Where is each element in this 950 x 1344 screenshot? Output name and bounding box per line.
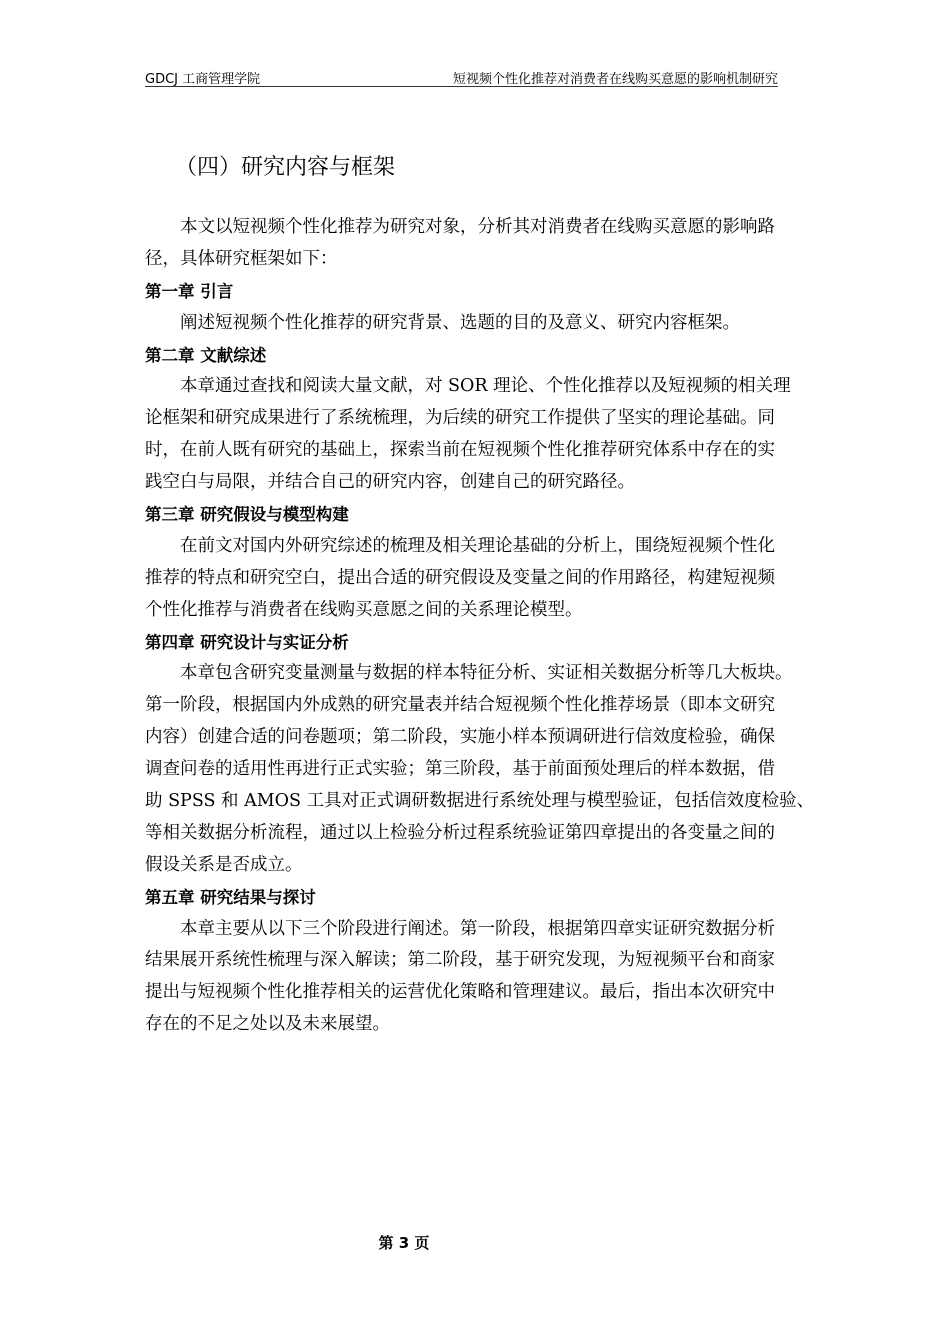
section-title: （四）研究内容与框架	[175, 155, 396, 180]
paragraph-line: 提出与短视频个性化推荐相关的运营优化策略和管理建议。最后，指出本次研究中	[145, 982, 775, 1003]
paragraph-line: 径，具体研究框架如下：	[145, 248, 338, 269]
header-thesis-title: 短视频个性化推荐对消费者在线购买意愿的影响机制研究	[452, 72, 778, 87]
paragraph-line: 推荐的特点和研究空白，提出合适的研究假设及变量之间的作用路径，构建短视频	[145, 567, 775, 588]
paragraph-line: 阐述短视频个性化推荐的研究背景、选题的目的及意义、研究内容框架。	[180, 312, 740, 333]
paragraph-line: 践空白与局限，并结合自己的研究内容，创建自己的研究路径。	[145, 472, 635, 493]
page-number: 第 3 页	[378, 1234, 430, 1252]
chapter-heading: 第三章 研究假设与模型构建	[145, 505, 349, 525]
paragraph-line: 调查问卷的适用性再进行正式实验；第三阶段，基于前面预处理后的样本数据，借	[145, 759, 775, 780]
paragraph-line: 本章通过查找和阅读大量文献，对 SOR 理论、个性化推荐以及短视频的相关理	[180, 376, 791, 397]
paragraph-line: 内容）创建合适的问卷题项；第二阶段，实施小样本预调研进行信效度检验，确保	[145, 727, 775, 748]
paragraph-line: 本文以短视频个性化推荐为研究对象，分析其对消费者在线购买意愿的影响路	[180, 217, 775, 237]
paragraph-line: 存在的不足之处以及未来展望。	[145, 1014, 390, 1035]
document-body	[145, 212, 845, 1041]
paragraph-line: 本章主要从以下三个阶段进行阐述。第一阶段，根据第四章实证研究数据分析	[180, 918, 775, 939]
paragraph-line: 第一阶段，根据国内外成熟的研究量表并结合短视频个性化推荐场景（即本文研究	[145, 695, 775, 716]
paragraph-line: 假设关系是否成立。	[145, 854, 303, 875]
chapter-heading: 第五章 研究结果与探讨	[145, 887, 316, 907]
page-header	[145, 66, 778, 87]
chapter-heading: 第二章 文献综述	[145, 345, 267, 365]
paragraph-line: 个性化推荐与消费者在线购买意愿之间的关系理论模型。	[145, 599, 583, 620]
chapter-heading: 第四章 研究设计与实证分析	[145, 632, 349, 652]
paragraph-line: 时，在前人既有研究的基础上，探索当前在短视频个性化推荐研究体系中存在的实	[145, 440, 775, 461]
chapter-heading: 第一章 引言	[145, 281, 234, 301]
header-institution: GDCJ 工商管理学院	[145, 72, 261, 87]
paragraph-line: 在前文对国内外研究综述的梳理及相关理论基础的分析上，围绕短视频个性化	[180, 535, 775, 556]
paragraph-line: 结果展开系统性梳理与深入解读；第二阶段，基于研究发现，为短视频平台和商家	[145, 950, 775, 971]
paragraph-line: 本章包含研究变量测量与数据的样本特征分析、实证相关数据分析等几大板块。	[180, 663, 793, 684]
paragraph-line: 论框架和研究成果进行了系统梳理，为后续的研究工作提供了坚实的理论基础。同	[145, 408, 775, 429]
paragraph-line: 助 SPSS 和 AMOS 工具对正式调研数据进行系统处理与模型验证，包括信效度检验、	[145, 791, 815, 812]
paragraph-line: 等相关数据分析流程，通过以上检验分析过程系统验证第四章提出的各变量之间的	[145, 822, 775, 843]
